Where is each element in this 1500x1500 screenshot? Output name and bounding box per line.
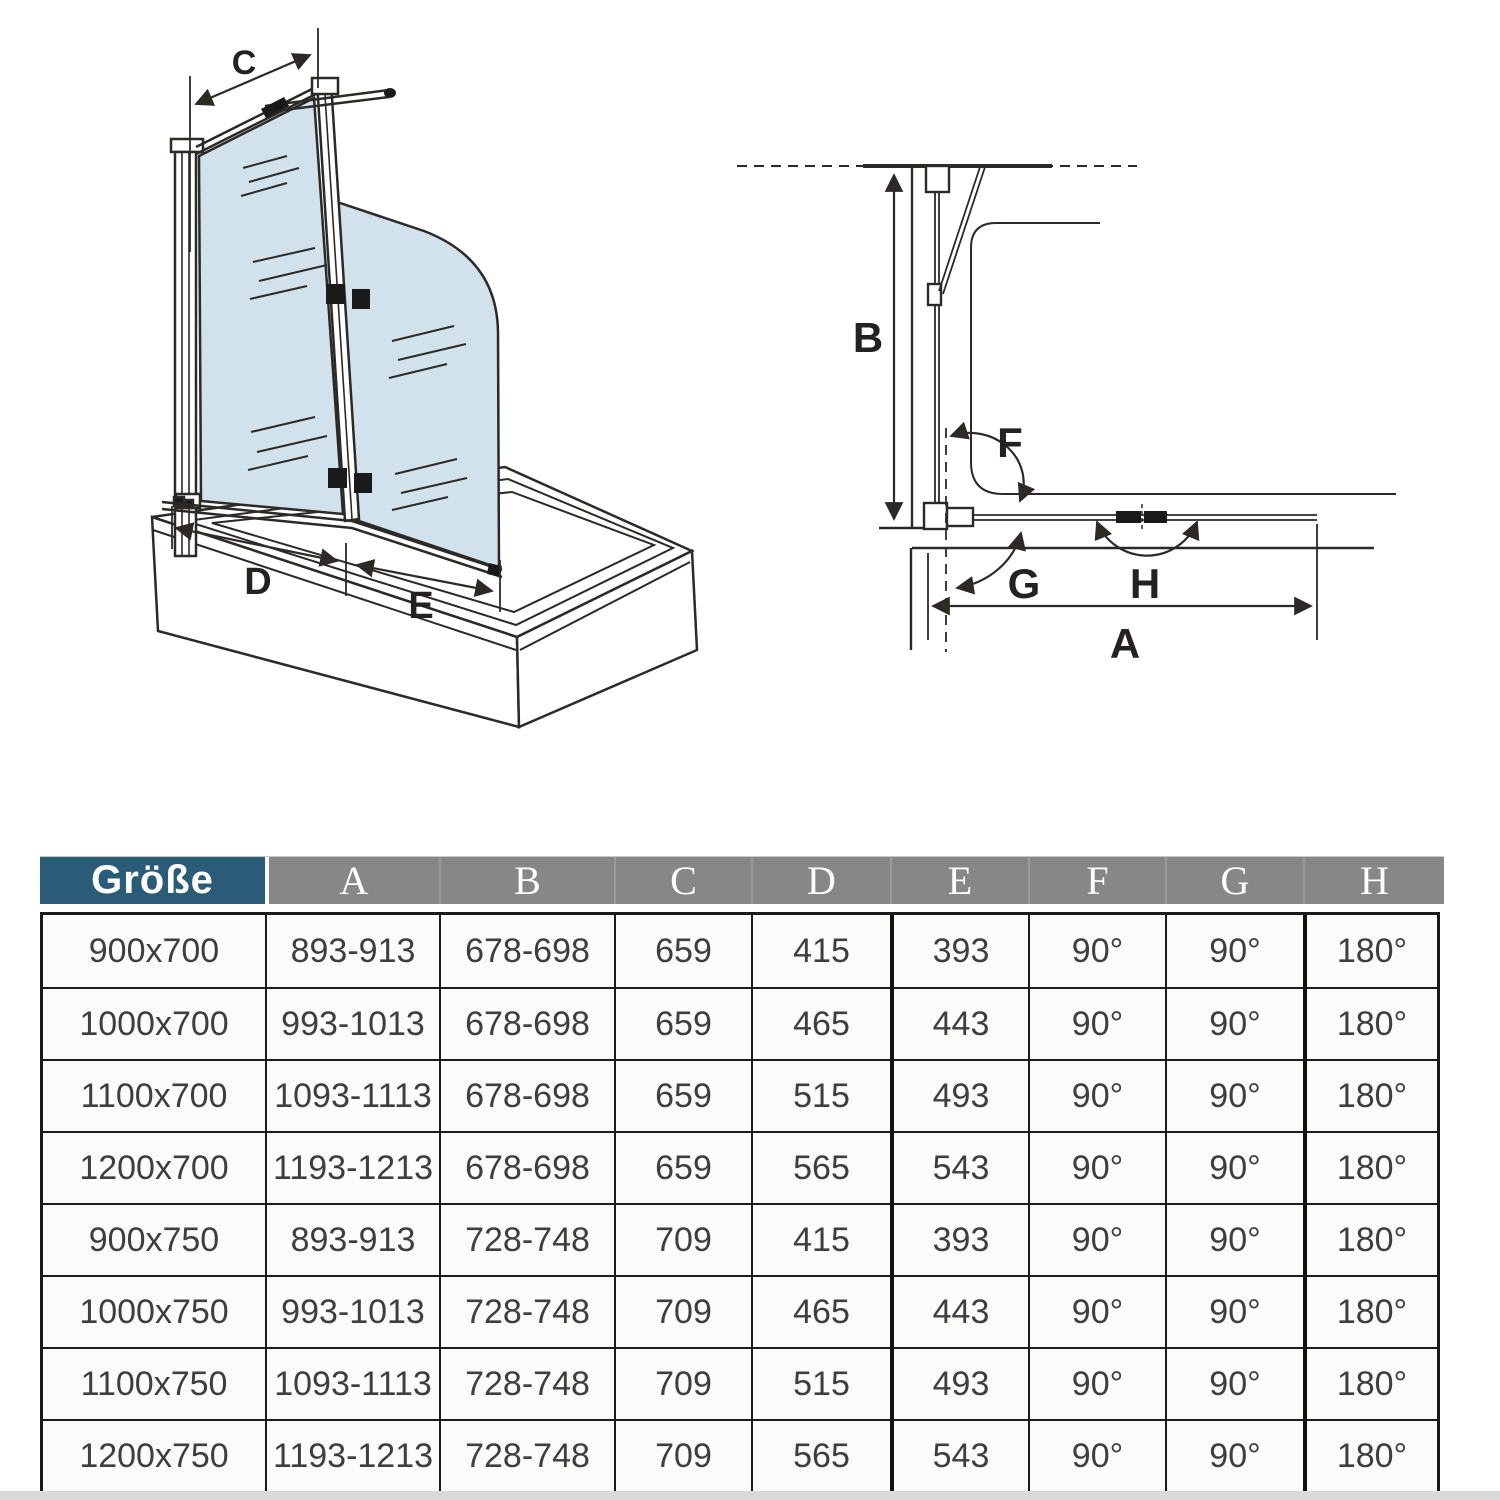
column-header-g: G — [1165, 857, 1303, 904]
table-cell: 678-698 — [439, 987, 614, 1059]
table-cell: 180° — [1303, 1059, 1437, 1131]
table-cell: 90° — [1165, 915, 1303, 987]
table-cell: 90° — [1028, 1131, 1165, 1203]
table-cell: 515 — [751, 1059, 890, 1131]
label-g: G — [1007, 560, 1041, 607]
column-header-a: A — [265, 857, 439, 904]
label-a: A — [1109, 620, 1141, 667]
table-cell: 728-748 — [439, 1203, 614, 1275]
column-header-f: F — [1028, 857, 1165, 904]
table-cell: 180° — [1303, 1347, 1437, 1419]
column-header-c: C — [614, 857, 751, 904]
size-table-header — [40, 856, 1444, 903]
table-cell: 443 — [890, 987, 1028, 1059]
label-b: B — [852, 314, 884, 361]
table-cell: 90° — [1028, 1347, 1165, 1419]
table-cell: 709 — [614, 1203, 751, 1275]
table-cell: 515 — [751, 1347, 890, 1419]
table-cell: 543 — [890, 1419, 1028, 1491]
table-cell: 1193-1213 — [265, 1419, 439, 1491]
table-cell: 1200x750 — [43, 1419, 265, 1491]
panel-plan-line — [973, 504, 1317, 532]
arc-h — [1097, 522, 1197, 556]
table-cell: 443 — [890, 1275, 1028, 1347]
table-cell: 993-1013 — [265, 987, 439, 1059]
table-cell: 678-698 — [439, 915, 614, 987]
wall-edge — [879, 166, 932, 528]
table-cell: 493 — [890, 1059, 1028, 1131]
table-cell: 659 — [614, 1131, 751, 1203]
table-cell: 659 — [614, 915, 751, 987]
table-cell: 565 — [751, 1131, 890, 1203]
table-cell: 180° — [1303, 1275, 1437, 1347]
table-cell: 493 — [890, 1347, 1028, 1419]
table-cell: 465 — [751, 1275, 890, 1347]
table-cell: 393 — [890, 1203, 1028, 1275]
table-cell: 709 — [614, 1347, 751, 1419]
table-cell: 1000x750 — [43, 1275, 265, 1347]
label-h: H — [1129, 560, 1161, 607]
table-cell: 465 — [751, 987, 890, 1059]
table-cell: 90° — [1028, 1419, 1165, 1491]
table-cell: 90° — [1165, 1131, 1303, 1203]
table-cell: 415 — [751, 915, 890, 987]
table-cell: 90° — [1028, 915, 1165, 987]
table-cell: 393 — [890, 915, 1028, 987]
table-cell: 893-913 — [265, 1203, 439, 1275]
table-cell: 659 — [614, 987, 751, 1059]
table-cell: 90° — [1028, 1275, 1165, 1347]
table-cell: 90° — [1165, 987, 1303, 1059]
wall-bracket — [926, 166, 985, 503]
table-cell: 180° — [1303, 987, 1437, 1059]
table-cell: 1093-1113 — [265, 1347, 439, 1419]
table-cell: 709 — [614, 1419, 751, 1491]
table-cell: 728-748 — [439, 1275, 614, 1347]
table-cell: 1200x700 — [43, 1131, 265, 1203]
size-header-cell: Größe — [40, 857, 265, 904]
bottom-strip — [0, 1491, 1500, 1500]
table-cell: 180° — [1303, 1419, 1437, 1491]
table-cell: 900x700 — [88, 931, 220, 970]
column-header-e: E — [890, 857, 1028, 904]
table-cell: 180° — [1303, 915, 1437, 987]
label-d: D — [244, 561, 272, 603]
table-cell: 1193-1213 — [265, 1131, 439, 1203]
table-cell: 90° — [1028, 1203, 1165, 1275]
table-cell: 893-913 — [265, 915, 439, 987]
table-cell: 900x750 — [43, 1203, 265, 1275]
table-cell: 415 — [751, 1203, 890, 1275]
table-cell: 709 — [614, 1275, 751, 1347]
column-header-h: H — [1303, 857, 1444, 904]
table-cell: 90° — [1165, 1059, 1303, 1131]
table-cell: 543 — [890, 1131, 1028, 1203]
table-cell: 90° — [1165, 1347, 1303, 1419]
table-cell: 1093-1113 — [265, 1059, 439, 1131]
table-cell: 678-698 — [439, 1059, 614, 1131]
pivot-hinge — [924, 503, 973, 529]
table-cell: 90° — [1165, 1275, 1303, 1347]
label-e: E — [408, 585, 434, 627]
label-f: F — [997, 419, 1023, 466]
table-cell: 659 — [614, 1059, 751, 1131]
label-c: C — [231, 44, 257, 82]
table-cell: 993-1013 — [265, 1275, 439, 1347]
size-table — [40, 912, 1440, 1494]
column-header-b: B — [439, 857, 614, 904]
table-cell: 90° — [1165, 1419, 1303, 1491]
table-cell: 180° — [1303, 1131, 1437, 1203]
table-cell: 565 — [751, 1419, 890, 1491]
table-cell: 1000x700 — [43, 987, 265, 1059]
table-cell: 90° — [1028, 1059, 1165, 1131]
table-cell: 728-748 — [439, 1419, 614, 1491]
column-header-d: D — [751, 857, 890, 904]
table-cell: 678-698 — [439, 1131, 614, 1203]
table-cell: 90° — [1165, 1203, 1303, 1275]
table-cell: 1100x700 — [43, 1059, 265, 1131]
table-cell: 180° — [1303, 1203, 1437, 1275]
table-cell: 90° — [1028, 987, 1165, 1059]
table-cell: 728-748 — [439, 1347, 614, 1419]
table-cell: 1100x750 — [43, 1347, 265, 1419]
